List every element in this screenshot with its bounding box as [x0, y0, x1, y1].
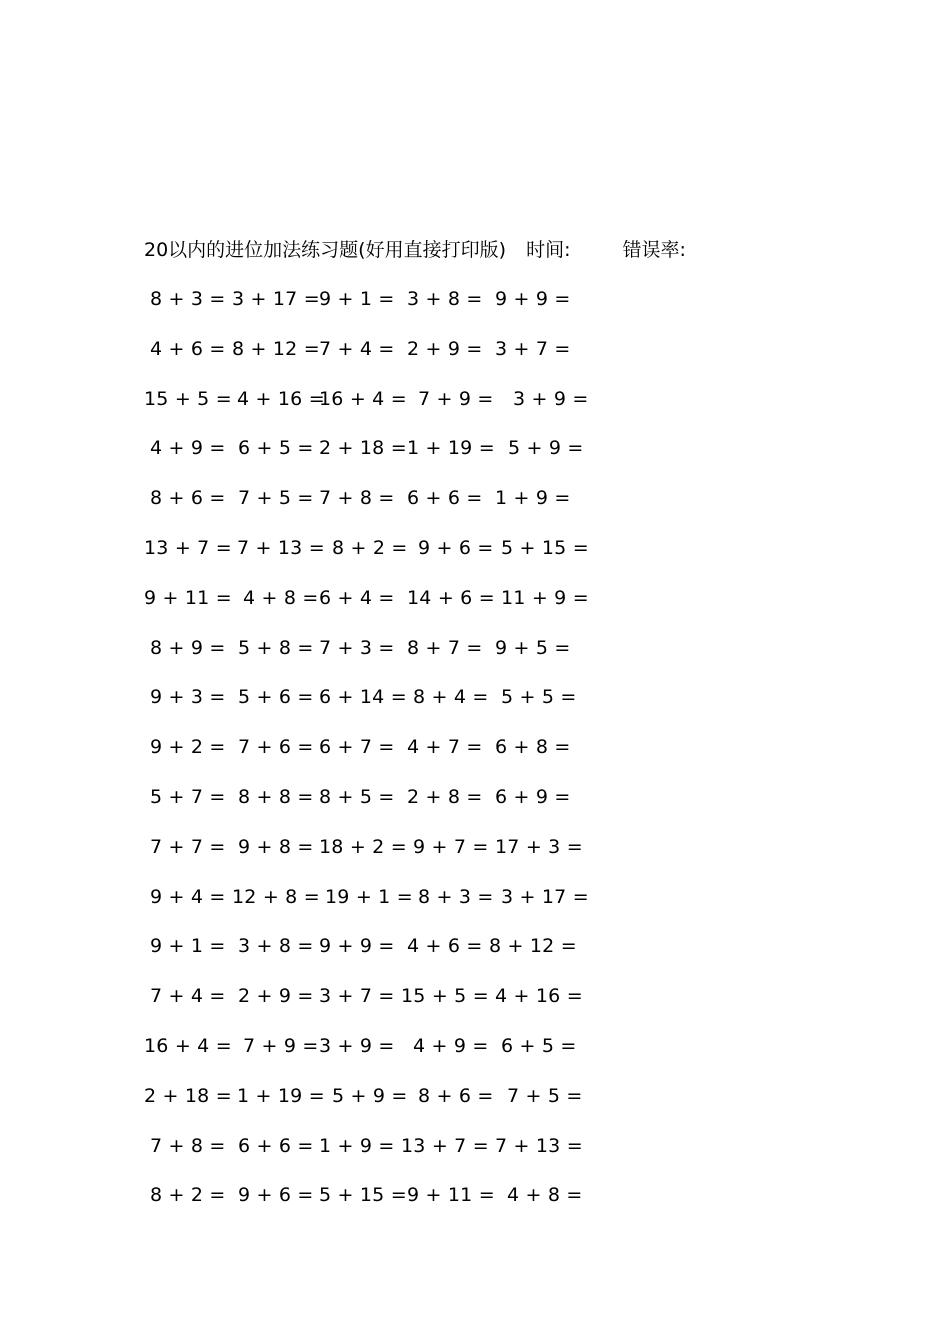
problem-item: 8 + 7 =	[407, 636, 483, 659]
problem-item: 8 + 5 =	[319, 785, 395, 808]
problem-row	[144, 883, 604, 933]
problem-item: 8 + 6 =	[150, 487, 226, 510]
problem-item: 19 + 1 =	[325, 885, 413, 908]
problem-item: 3 + 17 =	[232, 288, 320, 310]
problem-row	[144, 434, 604, 484]
problem-item: 3 + 17 =	[501, 885, 589, 908]
problem-item: 7 + 13 =	[495, 1134, 583, 1157]
problem-item: 3 + 7 =	[495, 337, 571, 360]
problem-item: 9 + 5 =	[495, 636, 571, 659]
problem-item: 7 + 6 =	[238, 736, 314, 759]
problem-item: 5 + 9 =	[508, 437, 584, 460]
problem-item: 7 + 7 =	[150, 835, 226, 858]
problem-item: 8 + 12 =	[489, 935, 577, 958]
problem-item: 11 + 9 =	[501, 586, 589, 609]
problem-item: 9 + 11 =	[144, 586, 232, 609]
problem-item: 18 + 2 =	[319, 835, 407, 858]
problem-item: 13 + 7 =	[401, 1134, 489, 1157]
problem-item: 15 + 5 =	[144, 387, 232, 410]
problem-item: 9 + 4 =	[150, 885, 226, 908]
problem-item: 15 + 5 =	[401, 985, 489, 1008]
problem-item: 7 + 9 =	[243, 1034, 319, 1057]
error-rate-label: 错误率:	[622, 239, 686, 261]
problem-item: 8 + 3 =	[418, 885, 494, 908]
problem-item: 3 + 8 =	[238, 935, 314, 958]
problem-item: 7 + 8 =	[319, 487, 395, 510]
problem-item: 6 + 7 =	[319, 736, 395, 759]
problem-item: 6 + 14 =	[319, 686, 407, 709]
problem-item: 7 + 9 =	[418, 387, 494, 410]
problem-item: 2 + 18 =	[319, 437, 407, 460]
problem-item: 5 + 6 =	[238, 686, 314, 709]
problem-item: 9 + 11 =	[407, 1184, 495, 1207]
problem-item: 9 + 1 =	[319, 288, 395, 310]
problem-item: 8 + 3 =	[150, 288, 226, 310]
problem-item: 9 + 6 =	[238, 1184, 314, 1207]
problem-item: 7 + 3 =	[319, 636, 395, 659]
problem-item: 5 + 15 =	[501, 536, 589, 559]
worksheet-header	[144, 236, 686, 264]
problem-row	[144, 335, 604, 385]
problem-row	[144, 1032, 604, 1082]
problem-item: 2 + 8 =	[407, 785, 483, 808]
problem-row	[144, 584, 604, 634]
problem-item: 8 + 4 =	[413, 686, 489, 709]
problem-item: 1 + 9 =	[319, 1134, 395, 1157]
problem-row	[144, 1132, 604, 1182]
problem-item: 5 + 15 =	[319, 1184, 407, 1207]
problem-item: 7 + 4 =	[150, 985, 226, 1008]
problem-item: 8 + 2 =	[150, 1184, 226, 1207]
worksheet-title: 20以内的进位加法练习题(好用直接打印版)	[144, 239, 507, 261]
problem-item: 8 + 6 =	[418, 1084, 494, 1107]
problem-item: 4 + 9 =	[413, 1034, 489, 1057]
problem-item: 16 + 4 =	[144, 1034, 232, 1057]
problem-item: 16 + 4 =	[319, 387, 407, 410]
problem-item: 9 + 3 =	[150, 686, 226, 709]
problem-item: 3 + 8 =	[407, 288, 483, 310]
problem-row	[144, 534, 604, 584]
problem-item: 2 + 9 =	[238, 985, 314, 1008]
problem-item: 6 + 6 =	[407, 487, 483, 510]
problem-item: 5 + 5 =	[501, 686, 577, 709]
problem-item: 2 + 18 =	[144, 1084, 232, 1107]
problem-item: 7 + 5 =	[238, 487, 314, 510]
problem-item: 5 + 7 =	[150, 785, 226, 808]
problem-item: 9 + 9 =	[495, 288, 571, 310]
problem-item: 8 + 2 =	[332, 536, 408, 559]
problem-item: 4 + 16 =	[237, 387, 325, 410]
problem-row	[144, 932, 604, 982]
problem-row	[144, 982, 604, 1032]
problem-row	[144, 634, 604, 684]
time-label: 时间:	[526, 239, 571, 261]
problem-item: 6 + 4 =	[319, 586, 395, 609]
problem-item: 3 + 9 =	[319, 1034, 395, 1057]
problem-item: 9 + 6 =	[418, 536, 494, 559]
problem-item: 3 + 9 =	[513, 387, 589, 410]
problem-row	[144, 833, 604, 883]
problem-item: 6 + 6 =	[238, 1134, 314, 1157]
problem-row	[144, 1082, 604, 1132]
problem-item: 4 + 8 =	[243, 586, 319, 609]
problem-item: 7 + 5 =	[507, 1084, 583, 1107]
problem-item: 9 + 2 =	[150, 736, 226, 759]
problem-item: 14 + 6 =	[407, 586, 495, 609]
problem-item: 6 + 5 =	[238, 437, 314, 460]
problem-item: 6 + 5 =	[501, 1034, 577, 1057]
problem-item: 7 + 8 =	[150, 1134, 226, 1157]
problem-item: 4 + 7 =	[407, 736, 483, 759]
problem-item: 4 + 8 =	[507, 1184, 583, 1207]
problem-row	[144, 783, 604, 833]
problem-item: 9 + 7 =	[413, 835, 489, 858]
problem-item: 1 + 19 =	[407, 437, 495, 460]
problem-item: 3 + 7 =	[319, 985, 395, 1008]
problem-item: 13 + 7 =	[144, 536, 232, 559]
problem-item: 9 + 8 =	[238, 835, 314, 858]
problem-row	[144, 385, 604, 435]
problem-item: 1 + 9 =	[495, 487, 571, 510]
problem-item: 6 + 9 =	[495, 785, 571, 808]
problem-item: 4 + 6 =	[150, 337, 226, 360]
problem-item: 17 + 3 =	[495, 835, 583, 858]
problem-item: 5 + 9 =	[332, 1084, 408, 1107]
problem-item: 8 + 9 =	[150, 636, 226, 659]
problem-item: 4 + 9 =	[150, 437, 226, 460]
problem-item: 1 + 19 =	[237, 1084, 325, 1107]
problem-row	[144, 733, 604, 783]
problem-item: 9 + 9 =	[319, 935, 395, 958]
problem-item: 4 + 6 =	[407, 935, 483, 958]
problem-item: 7 + 13 =	[237, 536, 325, 559]
problem-item: 2 + 9 =	[407, 337, 483, 360]
problem-row	[144, 484, 604, 534]
problem-item: 7 + 4 =	[319, 337, 395, 360]
problem-item: 9 + 1 =	[150, 935, 226, 958]
problem-row	[144, 683, 604, 733]
problem-row	[144, 1181, 604, 1231]
problem-item: 8 + 12 =	[232, 337, 320, 360]
problem-row	[144, 285, 604, 335]
problem-item: 12 + 8 =	[232, 885, 320, 908]
problem-item: 4 + 16 =	[495, 985, 583, 1008]
problem-item: 8 + 8 =	[238, 785, 314, 808]
problem-grid	[144, 285, 604, 1231]
problem-item: 5 + 8 =	[238, 636, 314, 659]
problem-item: 6 + 8 =	[495, 736, 571, 759]
